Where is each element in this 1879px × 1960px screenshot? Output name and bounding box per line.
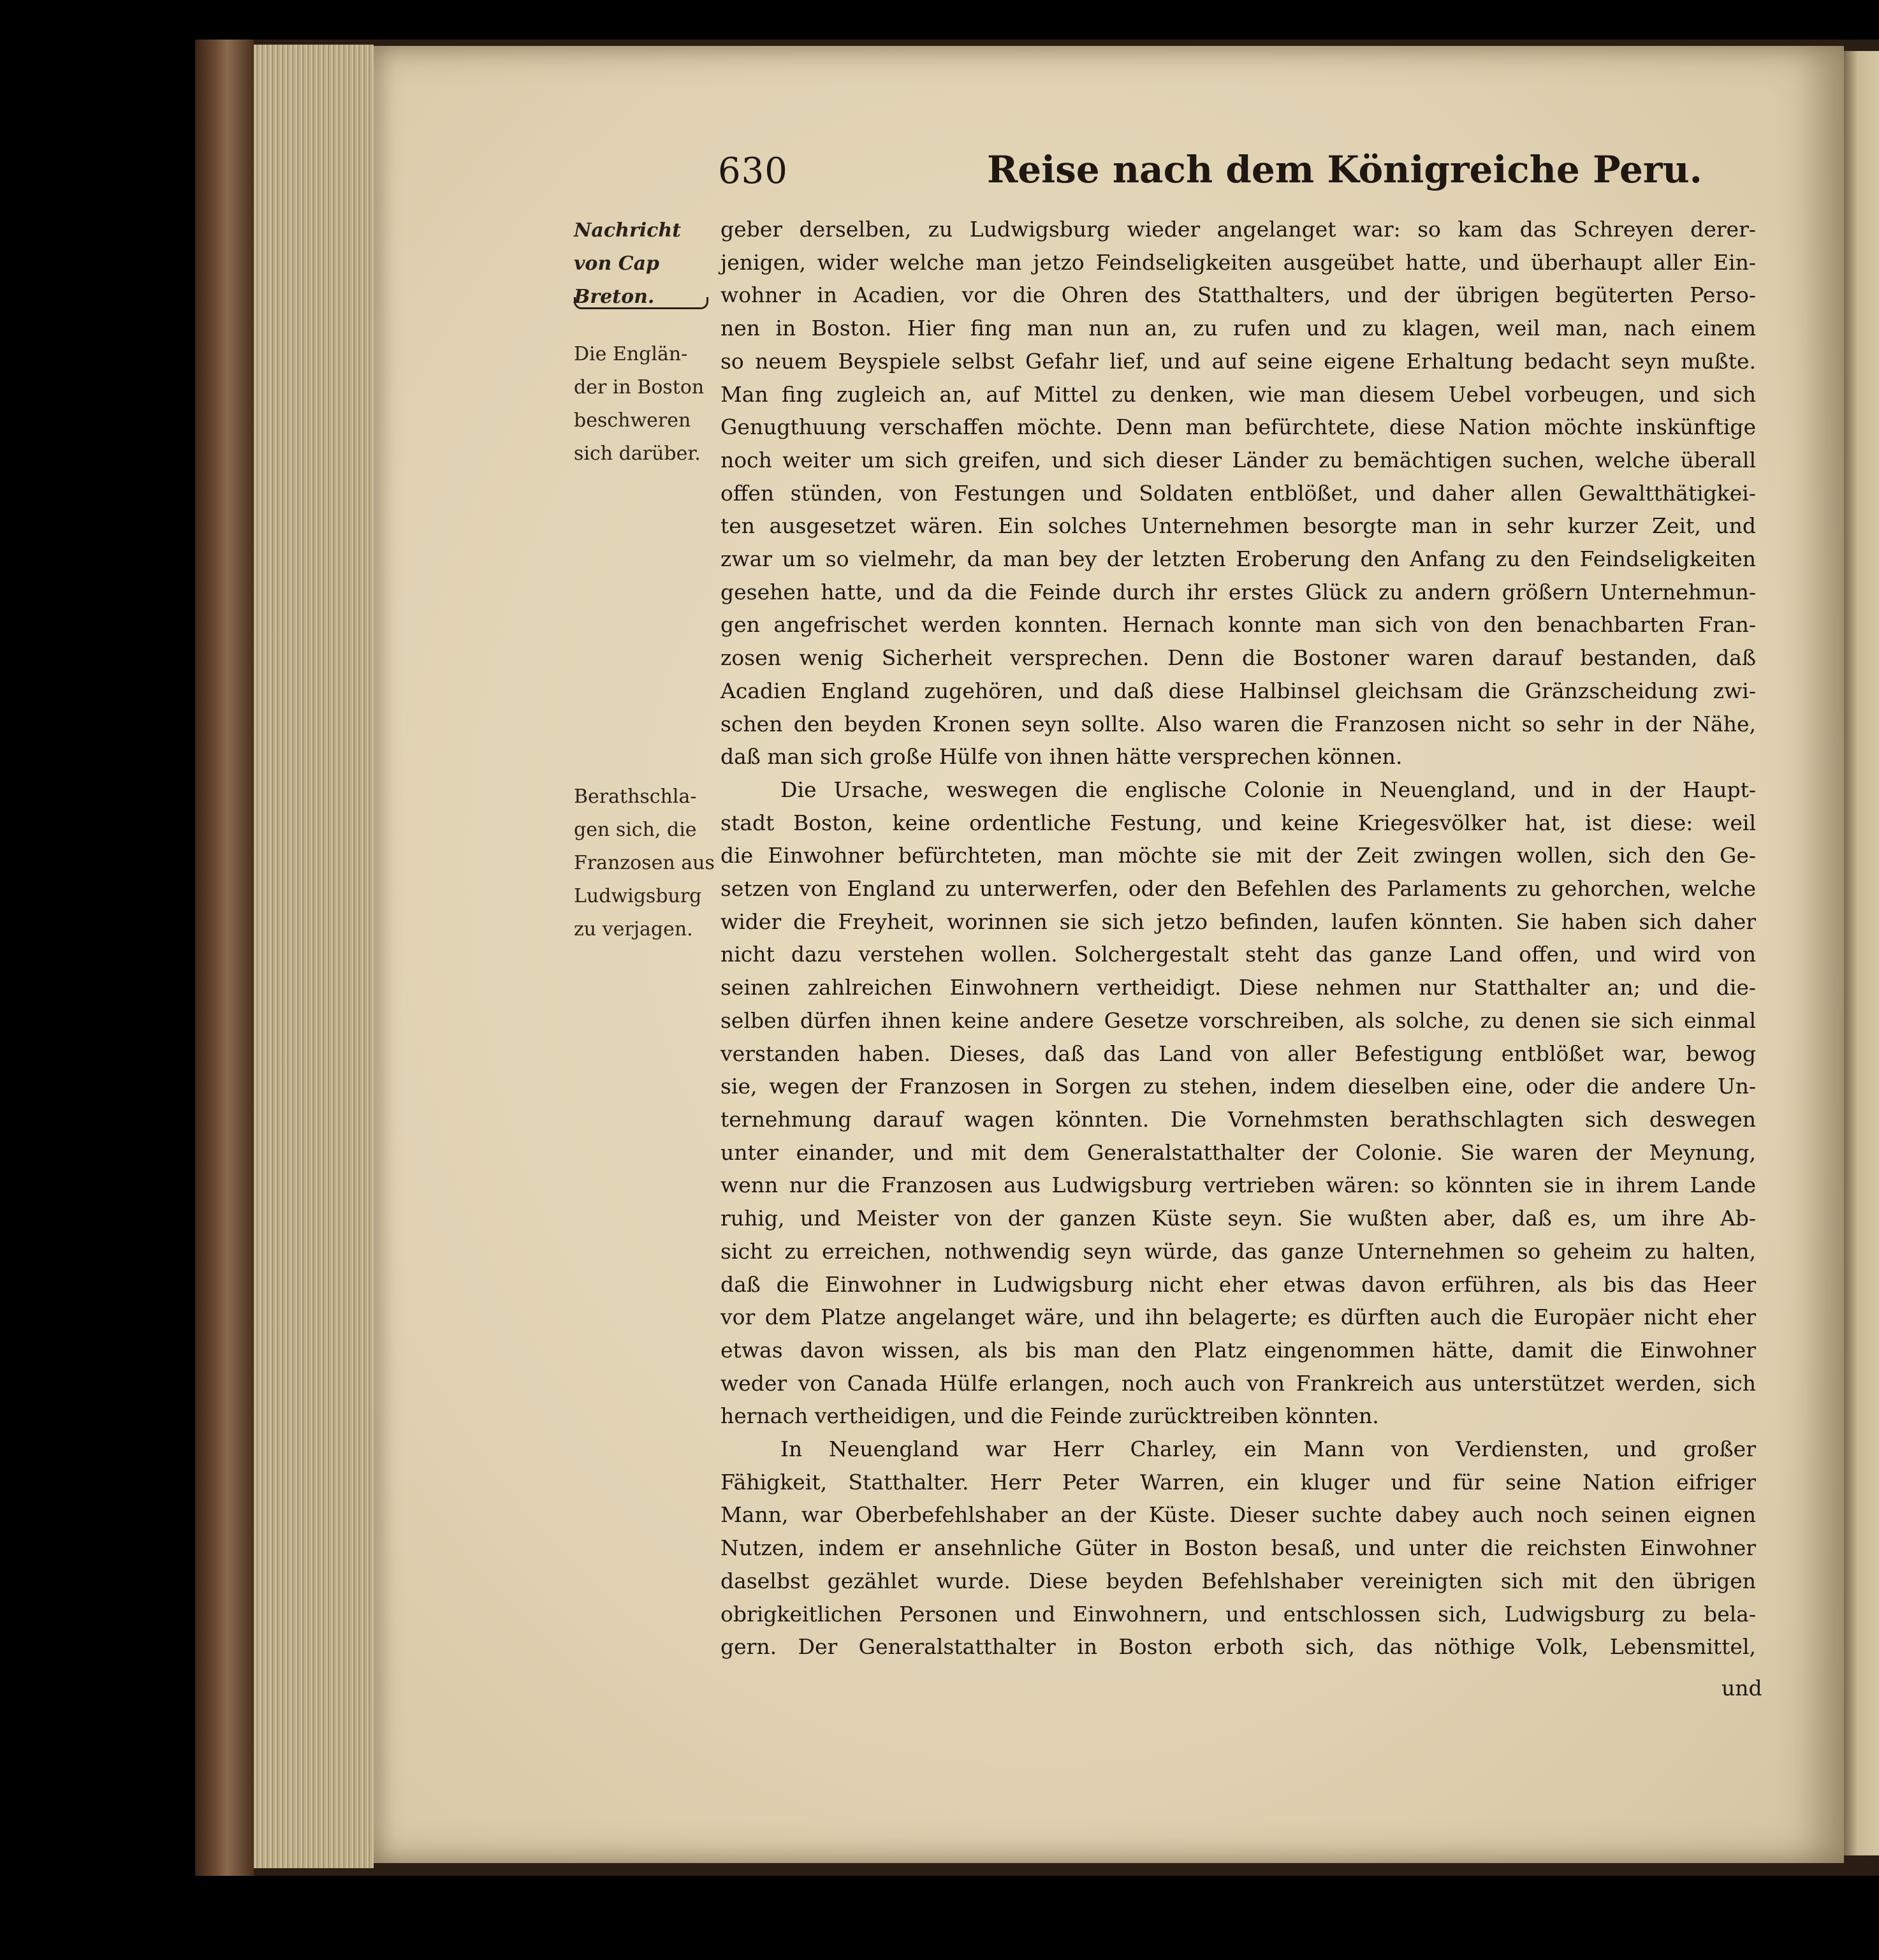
margin-note-line: Die Englän- [574,343,688,365]
text-line: vor dem Platze angelanget wäre, und ihn belagerte; es dürften auch die Europäer nicht eher [720,1305,1756,1330]
text-line: etwas davon wissen, als bis man den Platz eingenommen hätte, damit die Einwohner [720,1337,1756,1363]
text-line: ternehmung darauf wagen könnten. Die Vornehmsten berathschlagten sich deswegen [720,1106,1756,1132]
text-line: unter einander, und mit dem Generalstatthalter der Colonie. Sie waren der Meynung, [720,1139,1756,1165]
text-line: daß die Einwohner in Ludwigsburg nicht eher etwas davon erführen, als bis das Heer [720,1271,1756,1297]
catchword: und [1722,1676,1762,1700]
margin-note-line: sich darüber. [574,442,701,465]
text-line: ten ausgesetzet wären. Ein solches Unternehmen besorgte man in sehr kurzer Zeit, und [720,513,1756,539]
text-line: gesehen hatte, und da die Feinde durch ihr erstes Glück zu andern größern Unternehmun- [720,579,1756,604]
margin-note-line: Nachricht [574,219,682,242]
text-line: ruhig, und Meister von der ganzen Küste seyn. Sie wußten aber, daß es, um ihre Ab- [720,1206,1756,1231]
page-edges [254,45,374,1868]
text-line: stadt Boston, keine ordentliche Festung, und keine Kriegesvölker hat, ist diese: weil [720,810,1756,835]
text-line: wenn nur die Franzosen aus Ludwigsburg vertrieben wären: so könnten sie in ihrem Lande [720,1173,1756,1198]
margin-note-line: Berathschla- [574,786,697,808]
margin-note-line: Breton. [574,286,655,308]
text-line: gen angefrischet werden konnten. Hernach konnte man sich von den benachbarten Fran- [720,612,1756,638]
text-line: die Einwohner befürchteten, man möchte sie mit der Zeit zwingen wollen, sich den Ge- [720,843,1756,868]
page-number: 630 [718,150,788,192]
text-line: Mann, war Oberbefehlshaber an der Küste. Dieser suchte dabey auch noch seinen eignen [720,1502,1756,1528]
text-line: nen in Boston. Hier fing man nun an, zu rufen und zu klagen, weil man, nach einem [720,316,1756,341]
text-line: Fähigkeit, Statthalter. Herr Peter Warren, ein kluger und für seine Nation eifriger [720,1469,1756,1495]
text-line: hernach vertheidigen, und die Feinde zurücktreiben könnten. [720,1403,1379,1429]
text-line: wider die Freyheit, worinnen sie sich jetzo befinden, laufen könnten. Sie haben sich daher [720,909,1756,934]
text-line: noch weiter um sich greifen, und sich dieser Länder zu bemächtigen suchen, welche überall [720,447,1756,472]
text-line: sicht zu erreichen, nothwendig seyn würde, das ganze Unternehmen so geheim zu halten, [720,1238,1756,1264]
text-line: Acadien England zugehören, und daß diese Halbinsel gleichsam die Gränzscheidung zwi- [720,678,1756,703]
book-spine [195,40,254,1876]
text-line: daß man sich große Hülfe von ihnen hätte versprechen können. [720,744,1403,770]
text-line: seinen zahlreichen Einwohnern vertheidigt. Diese nehmen nur Statthalter an; und die- [720,975,1756,1000]
margin-note-line: gen sich, die [574,819,697,841]
margin-note-line: der in Boston [574,376,705,399]
margin-note-englaender [574,338,713,471]
text-line: zwar um so vielmehr, da man bey der letzten Eroberung den Anfang zu den Feindseligkeiten [720,546,1756,572]
margin-note-berathschlagen [574,780,713,946]
margin-note-line: Franzosen aus [574,852,715,874]
text-line: offen stünden, von Festungen und Soldaten entblößet, und daher allen Gewaltthätigkei- [720,480,1756,506]
text-line: weder von Canada Hülfe erlangen, noch auch von Frankreich aus unterstützet werden, sich [720,1370,1756,1396]
text-line: schen den beyden Kronen seyn sollte. Also waren die Franzosen nicht so sehr in der Nähe, [720,711,1756,736]
body-text [720,213,1756,1664]
text-line: Genugthuung verschaffen möchte. Denn man befürchtete, diese Nation möchte inskünftige [720,414,1756,440]
text-line: geber derselben, zu Ludwigsburg wieder angelanget war: so kam das Schreyen derer- [720,217,1756,242]
text-line: gern. Der Generalstatthalter in Boston erboth sich, das nöthige Volk, Lebensmittel, [720,1634,1756,1660]
text-line: In Neuengland war Herr Charley, ein Mann von Verdiensten, und großer [780,1437,1756,1462]
text-line: verstanden haben. Dieses, daß das Land von aller Befestigung entblößet war, bewog [720,1041,1756,1066]
text-line: wohner in Acadien, vor die Ohren des Statthalters, und der übrigen begüterten Perso- [720,282,1756,308]
margin-note-line: beschweren [574,409,691,432]
margin-note-line: zu verjagen. [574,918,693,940]
text-line: nicht dazu verstehen wollen. Solchergestalt steht das ganze Land offen, und wird von [720,942,1756,967]
facing-page-edge [1844,51,1879,1855]
margin-note-line: von Cap [574,252,659,275]
text-line: Man fing zugleich an, auf Mittel zu denken, wie man diesem Uebel vorbeugen, und sich [720,381,1756,407]
margin-note-brace [574,297,708,309]
text-line: obrigkeitlichen Personen und Einwohnern, und entschlossen sich, Ludwigsburg zu bela- [720,1601,1756,1627]
text-line: daselbst gezählet wurde. Diese beyden Befehlshaber vereinigten sich mit den übrigen [720,1568,1756,1593]
text-line: Die Ursache, weswegen die englische Colonie in Neuengland, und in der Haupt- [780,777,1756,802]
text-line: sie, wegen der Franzosen in Sorgen zu stehen, indem dieselben eine, oder die andere Un- [720,1074,1756,1099]
text-line: Nutzen, indem er ansehnliche Güter in Boston besaß, und unter die reichsten Einwohner [720,1535,1756,1561]
running-title: Reise nach dem Königreiche Peru. [987,148,1702,191]
text-line: jenigen, wider welche man jetzo Feindseligkeiten ausgeübet hatte, und überhaupt aller Ein- [720,249,1756,275]
text-line: setzen von England zu unterwerfen, oder den Befehlen des Parlaments zu gehorchen, welche [720,876,1756,902]
text-line: zosen wenig Sicherheit versprechen. Denn die Bostoner waren darauf bestanden, daß [720,645,1756,671]
margin-note-line: Ludwigsburg [574,885,702,907]
text-line: so neuem Beyspiele selbst Gefahr lief, und auf seine eigene Erhaltung bedacht seyn mußte. [720,348,1756,374]
text-line: selben dürfen ihnen keine andere Gesetze vorschreiben, als solche, zu denen sie sich einmal [720,1007,1756,1033]
